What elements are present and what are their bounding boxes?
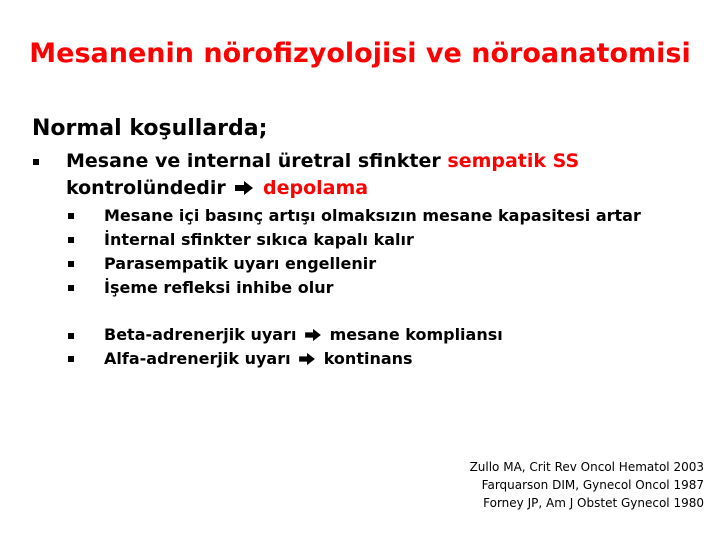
main-bullet-text-part: kontrolündedir [66,177,233,199]
list-item-text: kontinans [323,349,413,368]
sub-list-2 [104,323,503,371]
square-bullet-icon [33,159,39,165]
main-bullet-text [66,148,579,202]
list-item-text: Alfa-adrenerjik uyarı [104,349,297,368]
section-heading: Normal koşullarda; [32,116,268,141]
reference-item: Zullo MA, Crit Rev Oncol Hematol 2003 [469,460,704,474]
reference-item: Forney JP, Am J Obstet Gynecol 1980 [483,496,704,510]
storage-highlight: depolama [263,177,369,199]
square-bullet-icon [68,261,74,267]
list-item [104,323,503,347]
list-item-text: mesane kompliansı [329,325,503,344]
list-item: İşeme refleksi inhibe olur [104,278,334,297]
main-bullet-line-2 [66,175,579,202]
right-arrow-icon [298,352,316,366]
slide-title: Mesanenin nörofizyolojisi ve nöroanatomisi [29,38,691,69]
sympathetic-highlight: sempatik SS [447,150,580,172]
square-bullet-icon [68,285,74,291]
square-bullet-icon [68,356,74,362]
right-arrow-icon [234,180,254,196]
list-item: İnternal sfinkter sıkıca kapalı kalır [104,230,414,249]
reference-item: Farquarson DIM, Gynecol Oncol 1987 [481,478,704,492]
square-bullet-icon [68,237,74,243]
sub-list-1 [104,204,641,300]
list-item: Parasempatik uyarı engellenir [104,254,377,273]
square-bullet-icon [68,333,74,339]
square-bullet-icon [68,213,74,219]
main-bullet-line-1 [66,148,579,175]
main-bullet-text-part: Mesane ve internal üretral sfinkter [66,150,448,172]
list-item [104,347,503,371]
list-item: Mesane içi basınç artışı olmaksızın mesane kapasitesi artar [104,206,641,225]
right-arrow-icon [304,328,322,342]
list-item-text: Beta-adrenerjik uyarı [104,325,302,344]
references [470,458,704,512]
